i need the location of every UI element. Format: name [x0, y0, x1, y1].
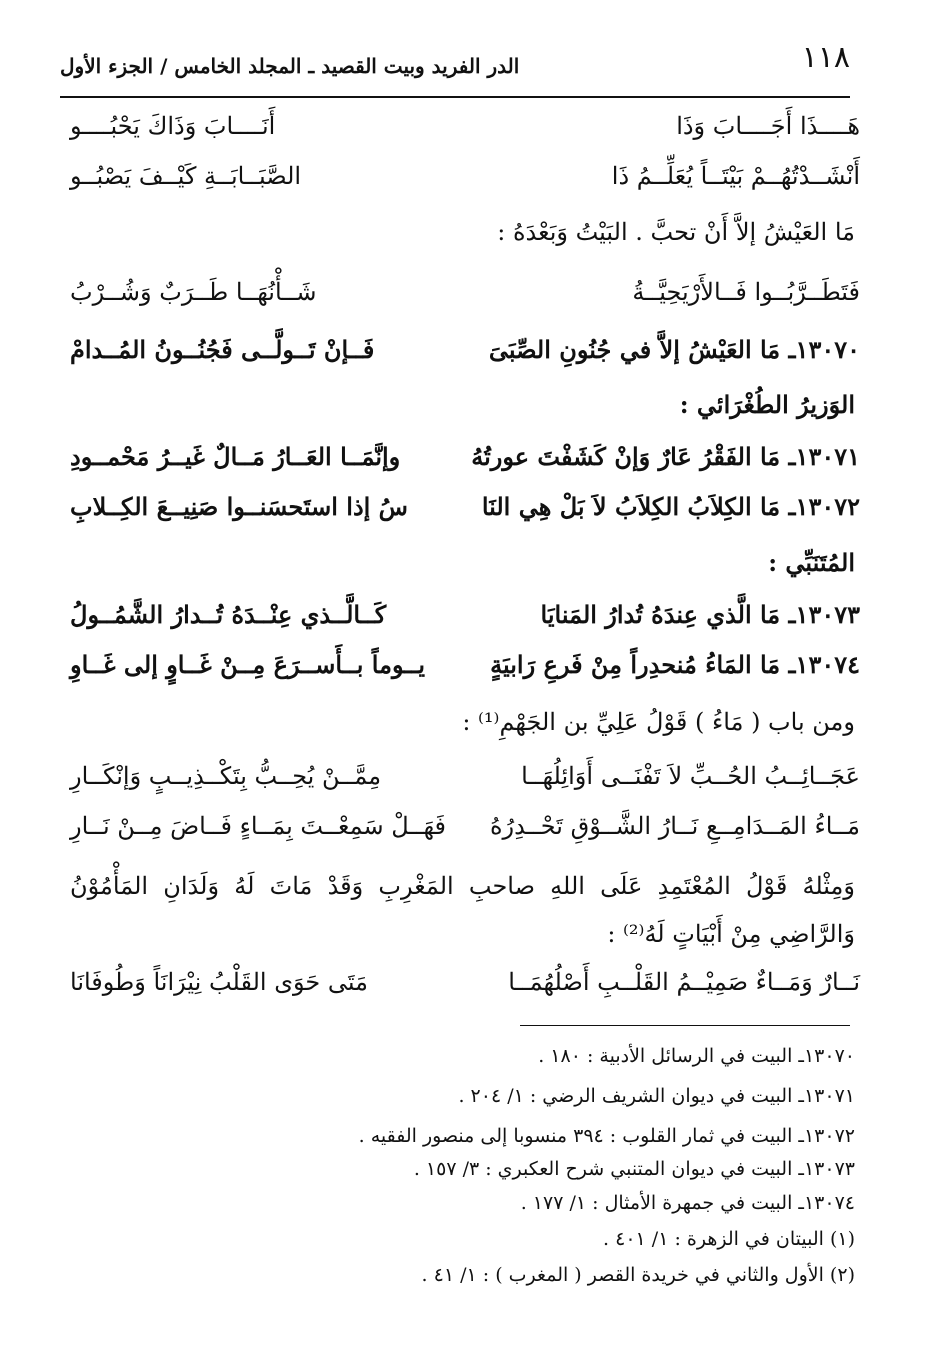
verse-second-hemistich: مَتَى حَوَى القَلْبُ نِيْرَانَاً وَطُوفَانَا [70, 968, 368, 996]
author-heading: الوَزيرُ الطُغْرَائي : [679, 390, 855, 419]
verse-first-hemistich: فَتَطَــرَّبُــوا فَــالأَرْيَحِيَّــةُ [632, 278, 860, 306]
footnote: ١٣٠٧٠ـ البيت في الرسائل الأدبية : ١٨٠ . [538, 1045, 855, 1067]
page-header [60, 40, 850, 88]
verse-line [70, 335, 860, 385]
verse-first-hemistich: ١٣٠٧٢ـ مَا الكِلاَبُ الكِلاَبُ لاَ بَلْ هِي النَا [481, 492, 860, 521]
footnote: ١٣٠٧٤ـ البيت في جمهرة الأمثال : ١/ ١٧٧ . [520, 1192, 855, 1214]
running-title: الدر الفريد وبيت القصيد ـ المجلد الخامس / الجزء الأول [60, 54, 520, 78]
verse-second-hemistich: وإنَّمَــا العَــارُ مَــالٌ غَيــرُ مَحْمــودِ [70, 442, 401, 471]
verse-first-hemistich: عَجَــائِــبُ الحُــبِّ لاَ تَفْنَــى أَوَائِلُهَــا [521, 762, 860, 790]
footnote: ١٣٠٧٣ـ البيت في ديوان المتنبي شرح العكبري : ٣/ ١٥٧ . [413, 1158, 855, 1180]
verse-second-hemistich: كَــالَّــذي عِنْــدَهُ تُــدارُ الشَّمُــولُ [70, 600, 387, 629]
verse-first-hemistich: نَــارٌ وَمَــاءٌ صَمِيْــمُ القَلْــبِ أَصْلُهُمَــا [508, 968, 860, 996]
verse-second-hemistich: فَهَــلْ سَمِعْــتَ بِمَــاءٍ فَــاضَ مِــنْ نَــارِ [70, 812, 447, 840]
prose-line: مَا العَيْشُ إلاَّ أَنْ تحبَّ . البَيْتُ وَبَعْدَهُ : [497, 218, 855, 246]
author-heading: المُتَنَبِّي : [768, 548, 855, 577]
prose-line: ومن باب ( مَاءُ ) قَوْلُ عَلِيِّ بن الجَهْمِ⁽¹⁾ : [462, 708, 855, 736]
verse-line [70, 112, 860, 162]
verse-line [70, 812, 860, 862]
verse-second-hemistich: شَــأْنُهَــا طَــرَبٌ وَشُــرْبُ [70, 278, 317, 306]
verse-second-hemistich: الصَّبَــابَــةِ كَيْــفَ يَصْبُــو [70, 162, 302, 190]
footnote: ١٣٠٧١ـ البيت في ديوان الشريف الرضي : ١/ ٢٠٤ . [458, 1085, 855, 1107]
footnote: (١) البيتان في الزهرة : ١/ ٤٠١ . [603, 1228, 855, 1250]
footnote-rule [520, 1025, 850, 1026]
verse-first-hemistich: ١٣٠٧١ـ مَا الفَقْرُ عَارٌ وَإنْ كَشَفْتَ عورتُهُ [471, 442, 860, 471]
verse-first-hemistich: ١٣٠٧٠ـ مَا العَيْشُ إلاَّ في جُنُونِ الصِّبَىَ [488, 335, 860, 364]
footnote: (٢) الأول والثاني في خريدة القصر ( المغرب ) : ١/ ٤١ . [421, 1264, 855, 1286]
verse-first-hemistich: مَــاءُ المَــدَامِــعِ نَــارُ الشَّــوْقِ تَحْــدِرُهُ [489, 812, 860, 840]
header-rule [60, 96, 850, 98]
footnote: ١٣٠٧٢ـ البيت في ثمار القلوب : ٣٩٤ منسوبا إلى منصور الفقيه . [358, 1125, 855, 1147]
verse-first-hemistich: أَنْشَــدْتُهُــمْ بَيْتَــاً يُعَلِّــمُ ذَا [611, 162, 860, 190]
verse-line [70, 650, 860, 700]
verse-first-hemistich: ١٣٠٧٤ـ مَا المَاءُ مُنحدِراً مِنْ فَرعِ رَابيَةٍ [490, 650, 860, 679]
verse-first-hemistich: ١٣٠٧٣ـ مَا الَّذي عِندَهُ تُدارُ المَنايَا [540, 600, 860, 629]
verse-second-hemistich: سُ إذا استَحسَنــوا صَنِيــعَ الكِــلابِ [70, 492, 408, 521]
verse-second-hemistich: أَنَــــابَ وَذَاكَ يَحْبُــــو [70, 112, 276, 140]
page-number: ١١٨ [801, 40, 850, 75]
verse-line [70, 162, 860, 212]
prose-paragraph: وَمِثْلهُ قَوْلُ المُعْتَمِدِ عَلَى اللهِ صاحبِ المَغْرِبِ وَقَدْ مَاتَ لَهُ وَلَدَانِ المَأْمُوْنُ وَالرَّاضِي مِنْ أَبْيَاتٍ لَهُ⁽²⁾ : [70, 872, 855, 948]
verse-line [70, 968, 860, 1018]
verse-second-hemistich: مِمَّــنْ يُحِــبُّ بِتَكْــذِيــبٍ وَإنْكَــارِ [70, 762, 382, 790]
verse-line [70, 442, 860, 492]
verse-line [70, 492, 860, 542]
verse-line [70, 600, 860, 650]
verse-line [70, 762, 860, 812]
verse-first-hemistich: هَــــذَا أَجَــــابَ وَذَا [676, 112, 860, 140]
verse-second-hemistich: يــوماً بــأَســرَعَ مِــنْ غَــاوٍ إلى غَــاوِ [70, 650, 426, 679]
verse-second-hemistich: فَــإنْ تَــولَّــى فَجُنُــونُ المُــدامْ [70, 335, 375, 364]
verse-line [70, 278, 860, 328]
